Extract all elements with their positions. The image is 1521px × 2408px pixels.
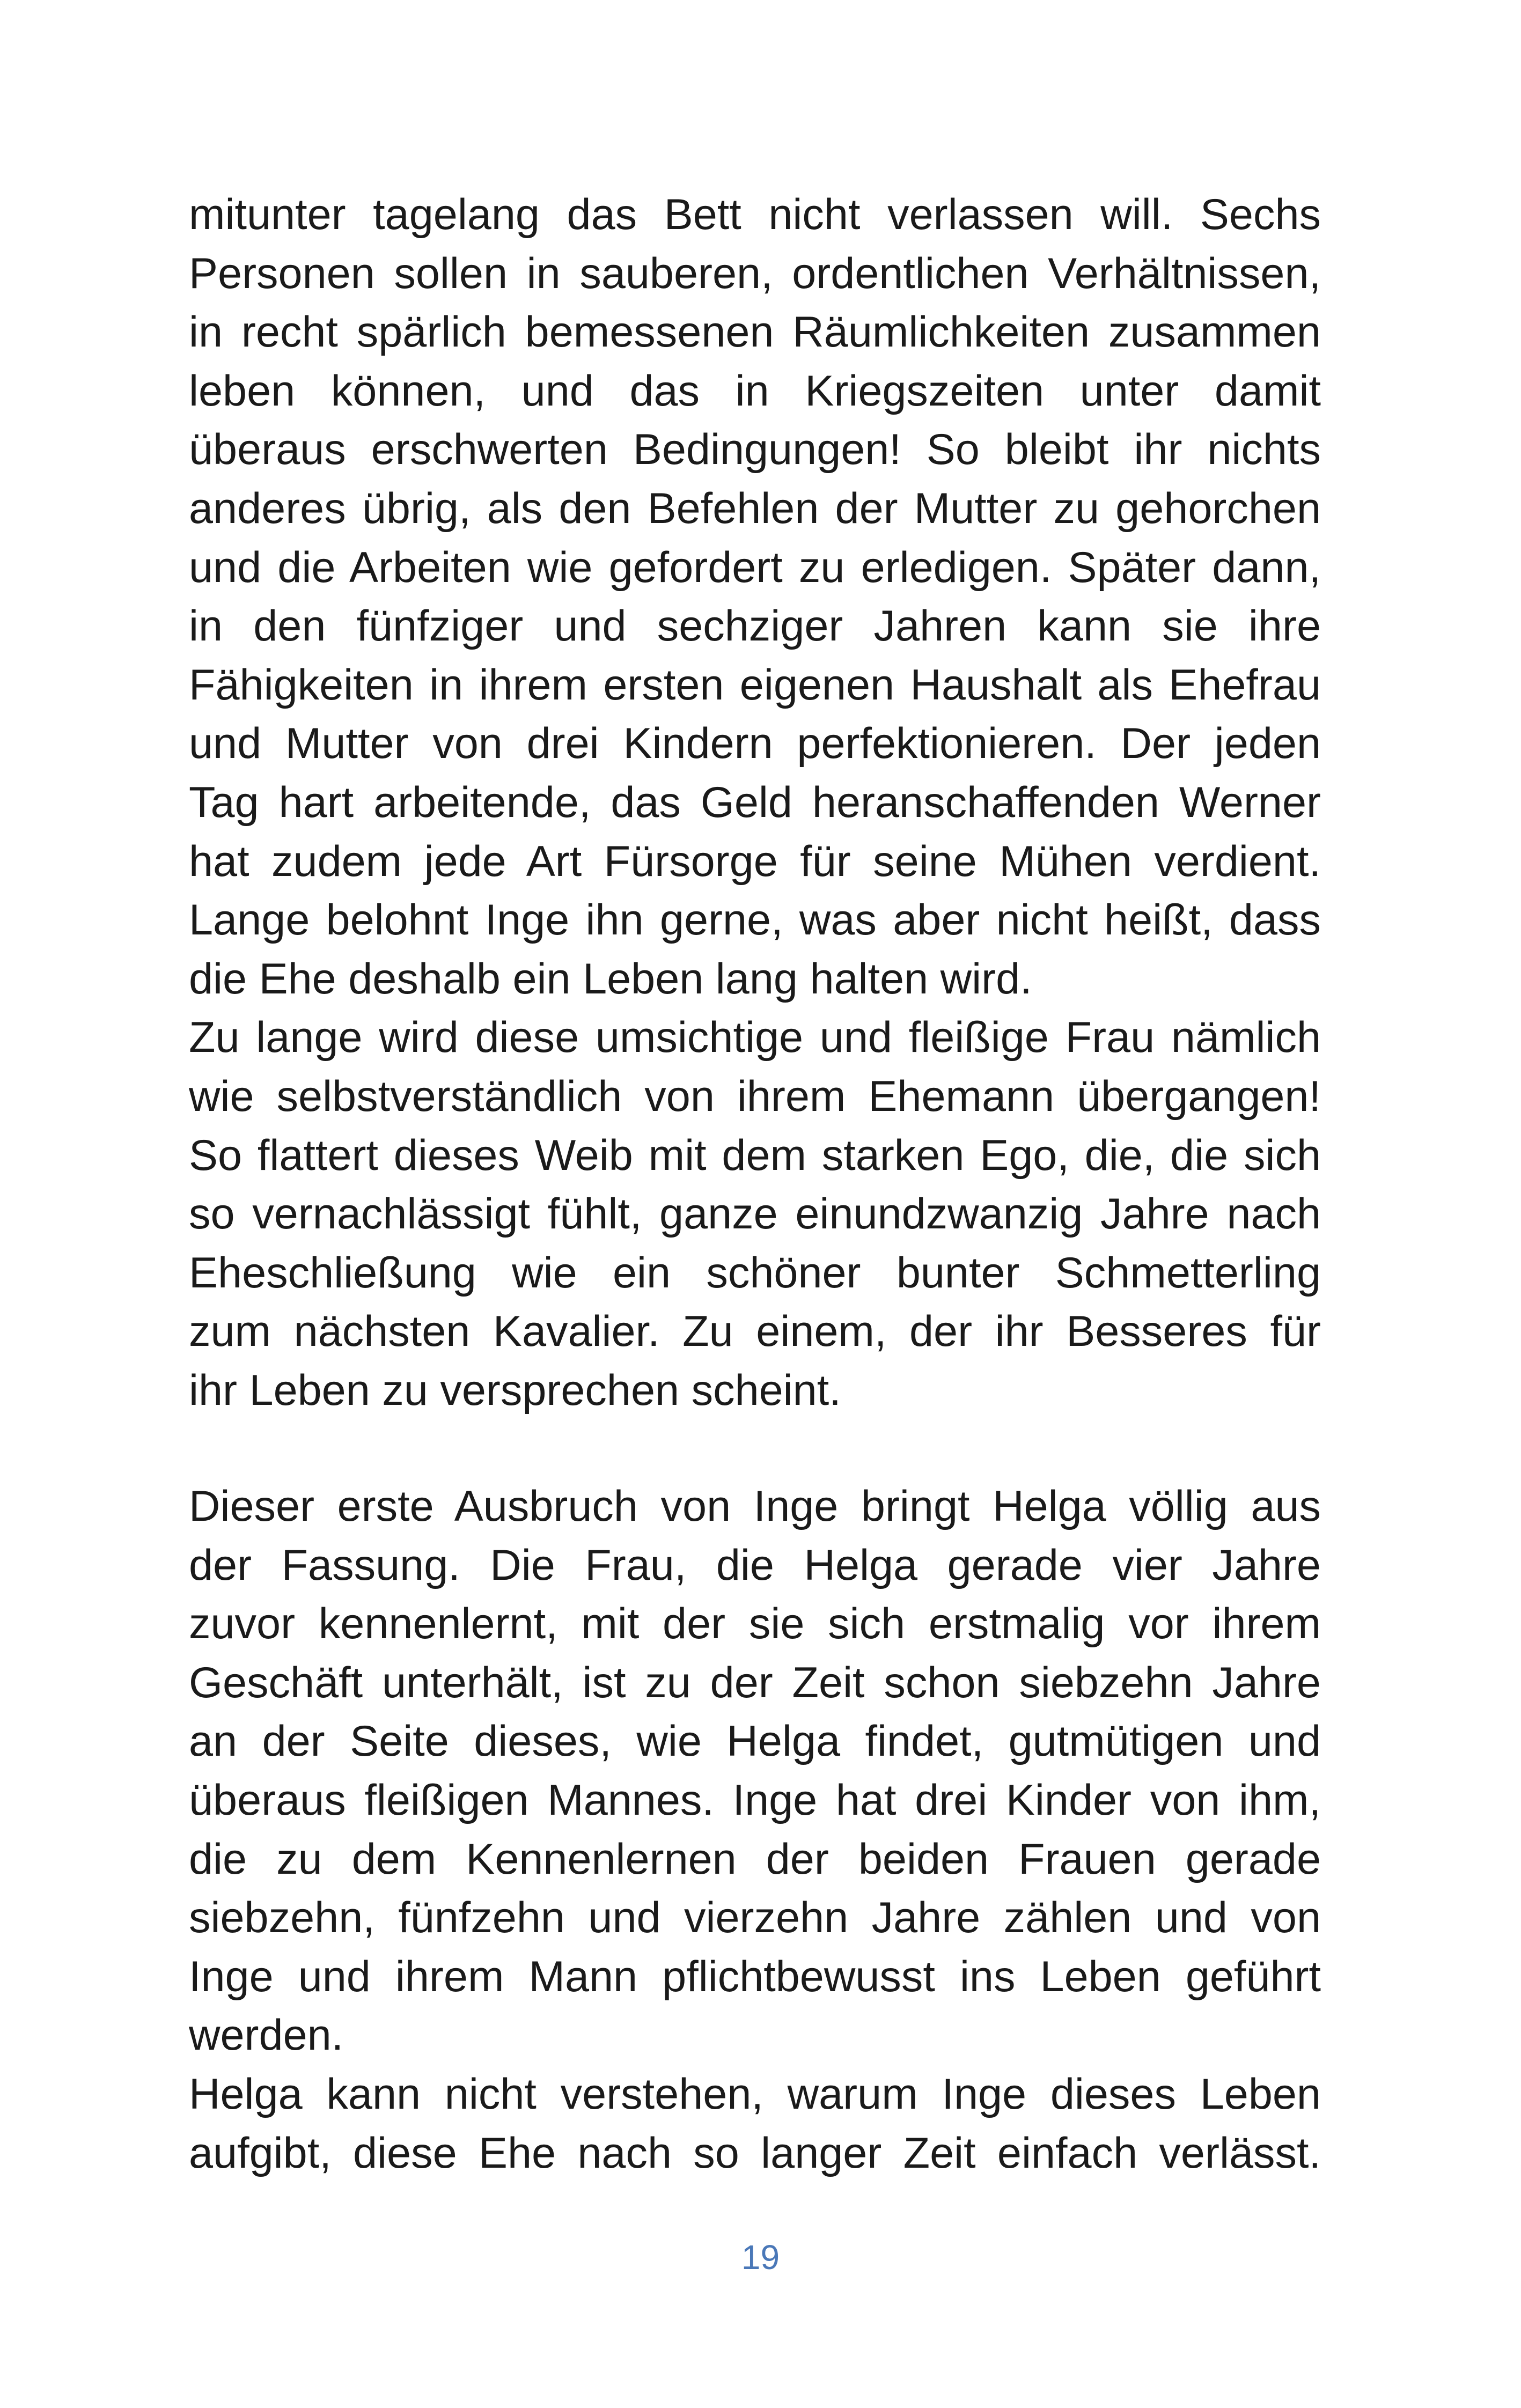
text-line: Inge und ihrem Mann pflichtbewusst ins Leben geführt [189,1952,1321,2001]
text-line: zum nächsten Kavalier. Zu einem, der ihr Besseres für [189,1307,1321,1356]
text-line: siebzehn, fünfzehn und vierzehn Jahre zählen und von [189,1894,1321,1942]
text-line: Personen sollen in sauberen, ordentlichen Verhältnissen, [189,249,1321,298]
text-line: Tag hart arbeitende, das Geld heranschaffenden Werner [189,778,1321,827]
text-line: leben können, und das in Kriegszeiten unter damit [189,366,1321,415]
text-line: an der Seite dieses, wie Helga findet, gutmütigen und [189,1717,1321,1766]
text-line: Zu lange wird diese umsichtige und fleißige Frau nämlich [189,1013,1321,1062]
text-line: So flattert dieses Weib mit dem starken Ego, die, die sich [189,1131,1321,1180]
text-line: überaus erschwerten Bedingungen! So bleibt ihr nichts [189,425,1321,474]
text-line: Fähigkeiten in ihrem ersten eigenen Haushalt als Ehefrau [189,660,1321,709]
text-line: und Mutter von drei Kindern perfektionieren. Der jeden [189,719,1321,768]
text-line: hat zudem jede Art Fürsorge für seine Mühen verdient. [189,837,1321,886]
text-line: aufgibt, diese Ehe nach so langer Zeit einfach verlässt. [189,2129,1321,2177]
text-line: wie selbstverständlich von ihrem Ehemann übergangen! [189,1072,1321,1121]
text-line: werden. [189,2011,344,2060]
text-line: Lange belohnt Inge ihn gerne, was aber nicht heißt, dass [189,896,1321,945]
text-line: anderes übrig, als den Befehlen der Mutter zu gehorchen [189,484,1321,533]
text-line: mitunter tagelang das Bett nicht verlassen will. Sechs [189,190,1321,239]
paragraph-2 [189,1477,1321,2183]
text-line: Helga kann nicht verstehen, warum Inge dieses Leben [189,2070,1321,2118]
text-line: Dieser erste Ausbruch von Inge bringt Helga völlig aus [189,1482,1321,1530]
paragraph-1 [189,186,1321,1420]
text-line: überaus fleißigen Mannes. Inge hat drei Kinder von ihm, [189,1776,1321,1824]
text-line: in recht spärlich bemessenen Räumlichkeiten zusammen [189,308,1321,357]
page-number: 19 [741,2238,780,2277]
text-line: so vernachlässigt fühlt, ganze einundzwanzig Jahre nach [189,1190,1321,1239]
text-line: Eheschließung wie ein schöner bunter Schmetterling [189,1248,1321,1297]
text-line: in den fünfziger und sechziger Jahren kann sie ihre [189,602,1321,651]
text-line: die zu dem Kennenlernen der beiden Frauen gerade [189,1835,1321,1883]
text-line: die Ehe deshalb ein Leben lang halten wird. [189,954,1032,1003]
text-line: Geschäft unterhält, ist zu der Zeit schon siebzehn Jahre [189,1658,1321,1707]
text-line: ihr Leben zu versprechen scheint. [189,1366,841,1415]
text-line: der Fassung. Die Frau, die Helga gerade vier Jahre [189,1541,1321,1589]
text-line: und die Arbeiten wie gefordert zu erledigen. Später dann, [189,543,1321,592]
text-line: zuvor kennenlernt, mit der sie sich erstmalig vor ihrem [189,1600,1321,1648]
